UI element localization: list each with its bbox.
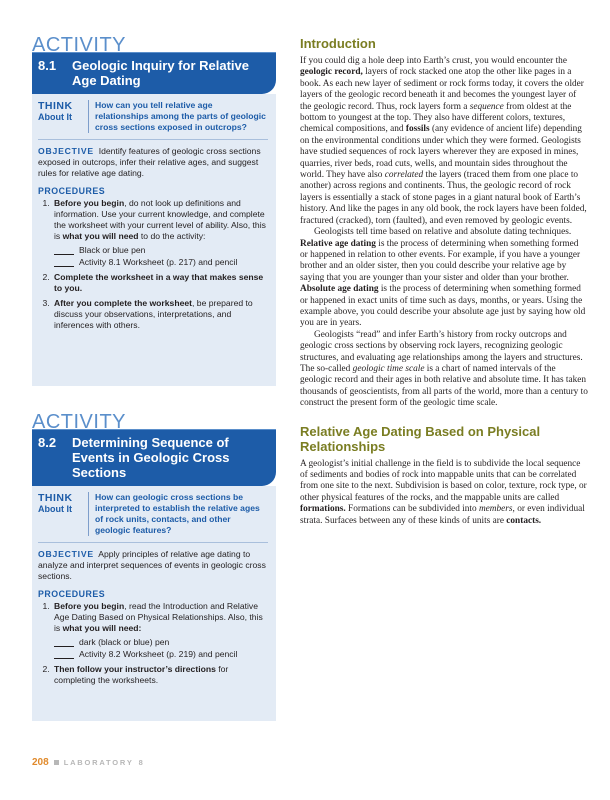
checkbox-blank — [54, 245, 74, 255]
page-footer — [32, 757, 143, 768]
procedures-list — [38, 198, 268, 331]
procedures-list — [38, 601, 268, 686]
think-question: How can you tell relative age relationships among the parts of geologic cross sections exposed in outcrops? — [95, 100, 266, 132]
procedures-label: PROCEDURES — [38, 186, 106, 196]
activity-8-1 — [32, 36, 276, 386]
intro-paragraph: Geologists “read” and infer Earth’s history from rocky outcrops and geologic cross sections by observing rock layers, recognizing geologic structures, and evaluating age relationships among the layers and structures. The so-called geologic time scale is a chart of named intervals of the geologic record and their ages in both relative and absolute time. It has taken thousands of geoscientists, from all parts of the world, more than a century to construct the present form of the geologic time scale. — [300, 329, 588, 409]
objective-label: OBJECTIVE — [38, 549, 94, 559]
procedure-step: 1. Before you begin, do not look up definitions and information. Use your current knowledge, and complete the worksheet with your current level of ability. Also, this is what you will need to do the activity: Black or blue pen Activity 8.1 Worksheet (p. 217) and pencil — [52, 198, 268, 268]
checkbox-blank — [54, 637, 74, 647]
about-it-label: About It — [38, 504, 72, 514]
objective — [38, 146, 268, 179]
procedure-step: 2. Complete the worksheet in a way that makes sense to you. — [52, 272, 268, 294]
activity-title-banner — [32, 430, 276, 486]
activity-title: Geologic Inquiry for Relative Age Dating — [72, 58, 249, 88]
intro-paragraph: If you could dig a hole deep into Earth’s crust, you would encounter the geologic record, layers of rock stacked one atop the other like pages in a book. As each new layer of sediment or rock forms today, it covers the older layers of the geologic record beneath it and becomes the youngest layer of the geologic record. Thus, rock layers form a sequence from oldest at the bottom to youngest at the top. They also have different colors, textures, chemical compositions, and fossils (any evidence of ancient life) depending on the environmental conditions under which they were formed. Geologists have studied sequences of rock layers wherever they are exposed in mines, quarries, river beds, road cuts, wells, and mountain sides throughout the world. They have also correlated the layers (traced them from one place to another) across regions and continents. Thus, the geologic record of rock layers is essentially a stack of stone pages in a giant natural book of Earth’s history. And like the pages in any old book, the rock layers have been folded, fractured (cracked), torn (faulted), and even removed by geologic events. — [300, 56, 587, 226]
think-label: THINK — [38, 492, 73, 504]
checkbox-blank — [54, 257, 74, 267]
checkbox-blank — [54, 649, 74, 659]
activity-title-banner — [32, 53, 276, 94]
intro-paragraph: Geologists tell time based on relative and absolute dating techniques. Relative age dating is the process of determining when something formed or happened in relation to other events. For example, if you have a younger brother and an older sister, then you could describe your relative age by saying that you are younger than your sister and older than your brother. Absolute age dating is the process of determining when something formed or happened in exact units of time such as days, months, or years. Using the example above, you could describe your absolute age just by saying how old you are in years. — [300, 227, 586, 329]
introduction-heading: Introduction — [300, 36, 376, 51]
material-item: Black or blue pen — [54, 245, 268, 256]
material-item: Activity 8.1 Worksheet (p. 217) and pencil — [54, 257, 268, 268]
activity-number: 8.1 — [38, 58, 57, 73]
section-number: 8 — [138, 758, 143, 767]
procedure-step: 2. Then follow your instructor’s directions for completing the worksheets. — [52, 664, 268, 686]
about-it-label: About It — [38, 112, 72, 122]
activity-8-2 — [32, 413, 276, 721]
think-question: How can geologic cross sections be interpreted to establish the relative ages of rock units, contacts, and other geologic features? — [95, 492, 260, 535]
activity-box — [32, 94, 276, 386]
objective-text: Apply principles of relative age dating to analyze and interpret sequences of events in geologic cross sections. — [38, 549, 266, 581]
main-text-column — [300, 36, 588, 527]
material-item: Activity 8.2 Worksheet (p. 219) and pencil — [54, 649, 268, 660]
procedures-label: PROCEDURES — [38, 589, 106, 599]
activity-title: Determining Sequence of Events in Geologic Cross Sections — [72, 435, 230, 480]
objective — [38, 549, 268, 582]
think-about-it — [38, 100, 268, 140]
procedure-step: 3. After you complete the worksheet, be prepared to discuss your observations, interpretations, and inferences with others. — [52, 298, 268, 331]
material-item: dark (black or blue) pen — [54, 637, 268, 648]
activity-label: ACTIVITY — [32, 36, 276, 53]
section-label: LABORATORY — [63, 758, 134, 767]
page-number: 208 — [32, 757, 49, 768]
relative-age-heading: Relative Age Dating Based on Physical Relationships — [300, 423, 541, 454]
relative-age-paragraph: A geologist’s initial challenge in the field is to subdivide the local sequence of sediments and bodies of rock into mappable units that can be correlated from one site to the next. Subdivision is based on color, texture, rock type, or other physical features of the rocks, and the mappable units are called formations. Formations can be subdivided into members, or even individual strata. Surfaces between any of these kinds of units are contacts. — [300, 458, 587, 526]
procedure-step: 1. Before you begin, read the Introduction and Relative Age Dating Based on Physical Relationships. Also, this is what you will need: dark (black or blue) pen Activity 8.2 Worksheet (p. 219) and pencil — [52, 601, 268, 660]
think-about-it — [38, 492, 268, 543]
activity-number: 8.2 — [38, 435, 57, 450]
objective-text: Identify features of geologic cross sections exposed in outcrops, infer their relative ages, and suggest rules for relative age dating. — [38, 146, 261, 178]
activity-box — [32, 486, 276, 721]
think-label: THINK — [38, 100, 73, 112]
objective-label: OBJECTIVE — [38, 146, 94, 156]
square-bullet-icon — [54, 760, 59, 765]
activity-label: ACTIVITY — [32, 413, 276, 430]
